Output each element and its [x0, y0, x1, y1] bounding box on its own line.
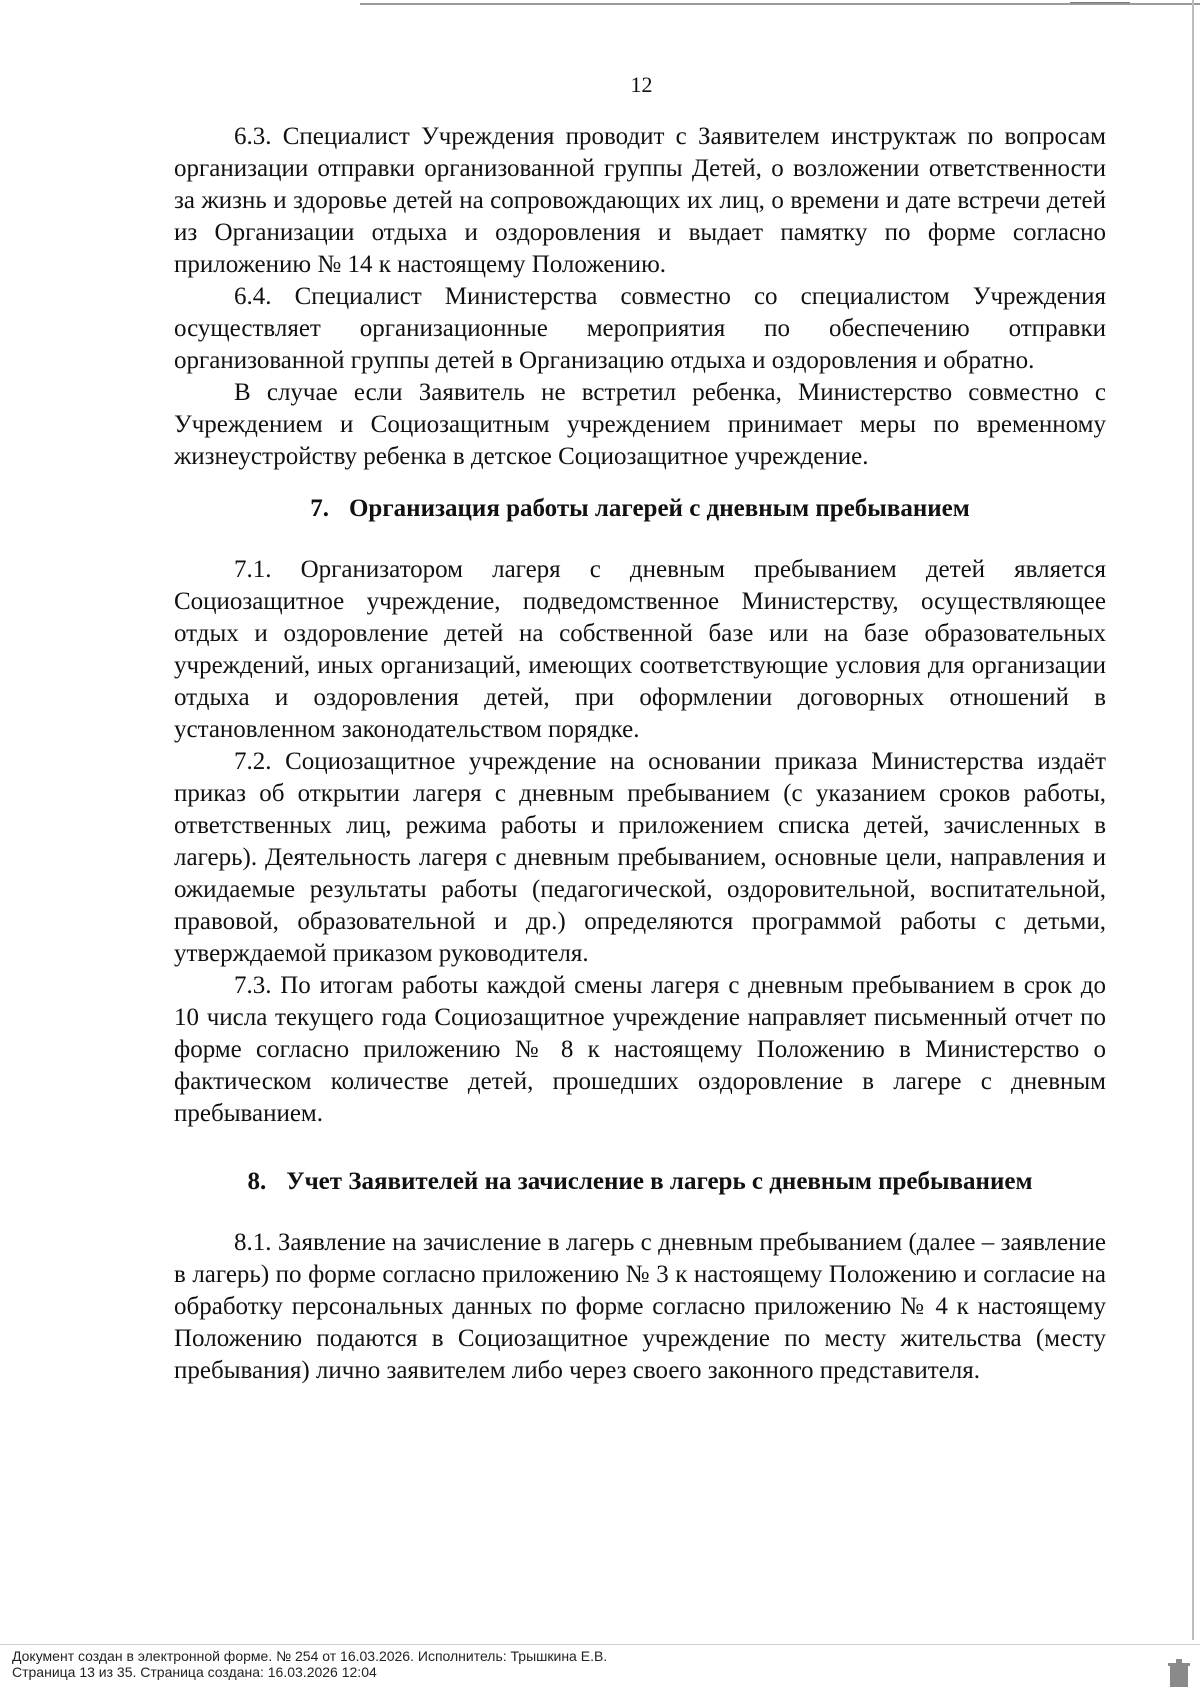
trash-icon	[1168, 1658, 1190, 1688]
document-footer	[12, 1648, 607, 1680]
paragraph-8-1: 8.1. Заявление на зачисление в лагерь с дневным пребыванием (далее – заявление в лагерь) по форме согласно приложению № 3 к настоящему Положению и согласие на обработку персональных данных по форме согласно приложению № 4 к настоящему Положению подаются в Социозащитное учреждение по месту жительства (месту пребывания) лично заявителем либо через своего законного представителя.	[174, 1229, 1106, 1384]
section-7-number: 7.	[310, 495, 329, 522]
document-body	[174, 121, 1106, 1387]
section-8-heading	[174, 1166, 1106, 1198]
paragraph-7-3: 7.3. По итогам работы каждой смены лагеря с дневным пребыванием в срок до 10 числа текущего года Социозащитное учреждение направляет письменный отчет по форме согласно приложению № 8 к настоящему Положению в Министерство о фактическом количестве детей, прошедших оздоровление в лагере с дневным пребыванием.	[174, 972, 1106, 1127]
scan-top-edge	[360, 3, 1200, 5]
scan-right-edge	[1192, 0, 1194, 1640]
section-8-number: 8.	[247, 1168, 267, 1195]
footer-divider	[0, 1644, 1200, 1645]
paragraph-6-4: 6.4. Специалист Министерства совместно со специалистом Учреждения осуществляет организационные мероприятия по обеспечению отправки организованной группы детей в Организацию отдыха и оздоровления и обратно.	[174, 283, 1106, 374]
section-8-title: Учет Заявителей на зачисление в лагерь с дневным пребыванием	[286, 1168, 1033, 1195]
footer-line-2: Страница 13 из 35. Страница создана: 16.03.2026 12:04	[12, 1664, 377, 1680]
section-7-title: Организация работы лагерей с дневным пребыванием	[348, 495, 970, 522]
paragraph-6-4-note: В случае если Заявитель не встретил ребенка, Министерство совместно с Учреждением и Социозащитным учреждением принимает меры по временному жизнеустройству ребенка в детское Социозащитное учреждение.	[174, 379, 1106, 470]
scan-top-mark	[1070, 2, 1130, 3]
paragraph-7-2: 7.2. Социозащитное учреждение на основании приказа Министерства издаёт приказ об открытии лагеря с дневным пребыванием (с указанием сроков работы, ответственных лиц, режима работы и приложением списка детей, зачисленных в лагерь). Деятельность лагеря с дневным пребыванием, основные цели, направления и ожидаемые результаты работы (педагогической, оздоровительной, воспитательной, правовой, образовательной и др.) определяются программой работы с детьми, утверждаемой приказом руководителя.	[174, 748, 1106, 967]
paragraph-6-3: 6.3. Специалист Учреждения проводит с Заявителем инструктаж по вопросам организации отправки организованной группы Детей, о возложении ответственности за жизнь и здоровье детей на сопровождающих их лиц, о времени и дате встречи детей из Организации отдыха и оздоровления и выдает памятку по форме согласно приложению № 14 к настоящему Положению.	[174, 123, 1106, 278]
section-7-heading	[174, 493, 1106, 525]
paragraph-7-1: 7.1. Организатором лагеря с дневным пребыванием детей является Социозащитное учреждение, подведомственное Министерству, осуществляющее отдых и оздоровление детей на собственной базе или на базе образовательных учреждений, иных организаций, имеющих соответствующие условия для организации отдыха и оздоровления детей, при оформлении договорных отношений в установленном законодательством порядке.	[174, 556, 1106, 743]
page-number: 12	[630, 72, 653, 97]
footer-line-1: Документ создан в электронной форме. № 254 от 16.03.2026. Исполнитель: Трышкина Е.В.	[12, 1648, 608, 1664]
